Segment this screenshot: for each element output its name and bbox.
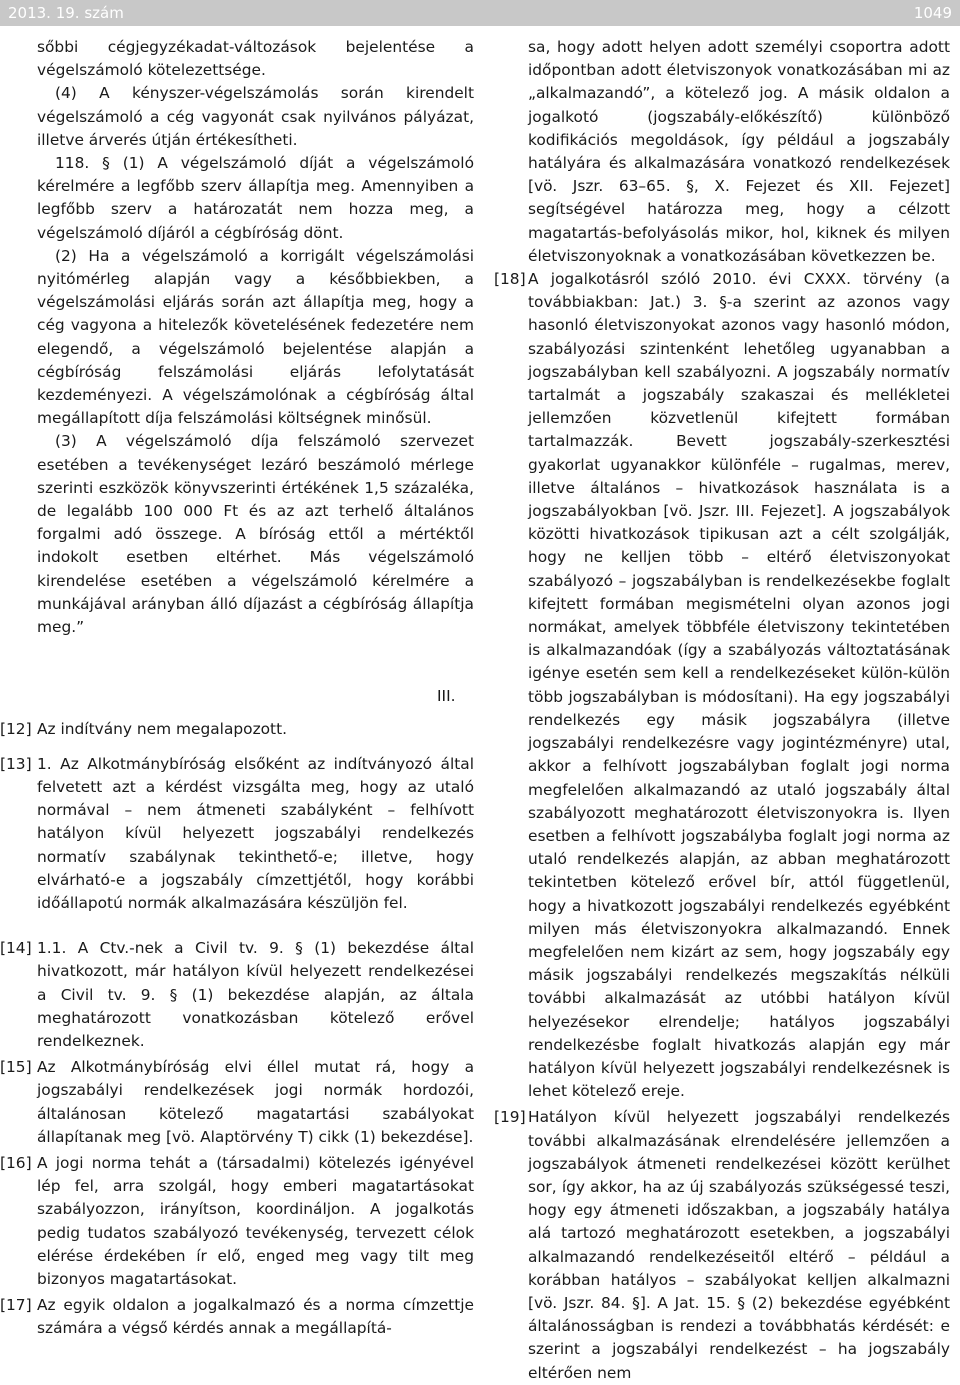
numbered-paragraph bbox=[0, 937, 474, 1053]
paragraph-number: [14] bbox=[0, 939, 32, 958]
numbered-paragraph bbox=[0, 1294, 474, 1340]
numbered-paragraph bbox=[494, 1106, 950, 1384]
text-paragraph: (4) A kényszer-végelszámolás során kirendelt végelszámoló a cég vagyonát csak nyilvános pályázat, illetve árverés útján értékesítheti. bbox=[37, 84, 474, 149]
right-column bbox=[494, 36, 950, 1385]
paragraph-text: Hatályon kívül helyezett jogszabályi rendelkezés további alkalmazásának elrendelésére jellemzően a jogszabályok átmeneti rendelkezései között kerülhet sor, így akkor, ha az új szabályozás szükségessé teszi, hogy egy átmeneti időszakban, a jogszabály hatálya alá tartozó meghatározott esetekben, a jogszabályi alkalmazandó rendelkezéseitől eltérő – például a korábban hatályos – szabályokat kelljen alkalmazni [vö. Jszr. 84. §]. A Jat. 15. § (2) bekezdése egyébként általánosságban is rendezi a továbbhatás kérdését: e szerint a jogszabályi rendelkezést – ha jogszabály eltérően nem bbox=[528, 1108, 950, 1382]
left-column bbox=[0, 36, 474, 1341]
paragraph-number: [12] bbox=[0, 720, 32, 739]
paragraph-number: [13] bbox=[0, 754, 32, 773]
text-paragraph: sa, hogy adott helyen adott személyi csoportra adott időpontban adott életviszonyok vonatkozásában mi az „alkalmazandó”, a kötelező jog. A másik oldalon a jogalkotó (jogszabály-előkészítő) különböző kodifikációs megoldások, így például a jogszabály hatályára és alkalmazására vonatkozó rendelkezések [vö. Jszr. 63–65. §, X. Fejezet és XII. Fejezet] segítségével határozza meg, hogy a célzott magatartás-befolyásolás mikor, hol, kiknek és milyen életviszonyoknak a vonatkozásában következzen be. bbox=[528, 38, 950, 265]
paragraph-number: [16] bbox=[0, 1153, 32, 1172]
numbered-paragraph bbox=[0, 718, 474, 741]
text-paragraph: sőbbi cégjegyzékadat-változások bejelentése a végelszámoló kötelezettsége. bbox=[37, 38, 474, 80]
numbered-paragraph bbox=[0, 753, 474, 915]
page-header bbox=[0, 0, 960, 26]
numbered-paragraph bbox=[0, 1056, 474, 1149]
issue-label: 2013. 19. szám bbox=[8, 4, 124, 22]
text-paragraph: (2) Ha a végelszámoló a korrigált végelszámolási nyitómérleg alapján vagy a későbbiekben, a végelszámolási eljárás során azt állapítja meg, hogy a cég vagyona a hitelezők követelésének fedezetére nem elegendő, a végelszámoló bejelentése alapján a cégbíróság felszámolási eljárás lefolytatását kezdeményezi. A végelszámolónak a cégbíróság által megállapított díja felszámolási költségnek minősül. bbox=[37, 246, 474, 428]
paragraph-text: A jogi norma tehát a (társadalmi) kötelezés igényével lép fel, arra szolgál, hogy emberi magatartásokat szabályozzon, irányítson, koordináljon. A jogalkotás pedig tudatos szabályozó tevékenység, tervezett célok elérése érdekében ír elő, enged meg vagy tilt meg bizonyos magatartásokat. bbox=[37, 1153, 474, 1288]
paragraph-number: [17] bbox=[0, 1296, 32, 1315]
paragraph-number: [19] bbox=[494, 1108, 526, 1127]
numbered-paragraph bbox=[0, 1152, 474, 1291]
text-paragraph: 118. § (1) A végelszámoló díját a végelszámoló kérelmére a legfőbb szerv állapítja meg. Amennyiben a legfőbb szerv a határozatát nem hozza meg, a végelszámoló díjáról a cégbíróság dönt. bbox=[37, 154, 474, 242]
paragraph-text: Az egyik oldalon a jogalkalmazó és a norma címzettje számára a végső kérdés annak a megállapítá- bbox=[37, 1296, 474, 1338]
numbered-paragraph bbox=[494, 268, 950, 1103]
paragraph-text: Az Alkotmánybíróság elvi éllel mutat rá, hogy a jogszabályi rendelkezések jogi normák hordozói, általánosan kötelező magatartási szabályokat állapítanak meg [vö. Alaptörvény T) cikk (1) bekezdése]. bbox=[37, 1058, 474, 1146]
paragraph-number: [18] bbox=[494, 270, 526, 289]
paragraph-text: 1. Az Alkotmánybíróság elsőként az indítványozó által felvetett azt a kérdést vizsgálta meg, hogy az utaló normával – nem átmeneti szabályként – felhívott hatályon kívül helyezett jogszabályi rendelkezés normatív szabálynak tekinthető-e; illetve, hogy elvárható-e a jogszabály címzettjétől, hogy korábbi időállapotú normák alkalmazására készüljön fel. bbox=[37, 754, 474, 912]
paragraph-text: 1.1. A Ctv.-nek a Civil tv. 9. § (1) bekezdése által hivatkozott, már hatályon kívül helyezett rendelkezései a Civil tv. 9. § (1) bekezdése alapján, az általa meghatározott vonatkozásban kötelező erővel rendelkeznek. bbox=[37, 939, 474, 1050]
paragraph-text: Az indítvány nem megalapozott. bbox=[37, 720, 288, 739]
section-heading: III. bbox=[437, 687, 456, 706]
paragraph-text: A jogalkotásról szóló 2010. évi CXXX. törvény (a továbbiakban: Jat.) 3. §-a szerint az azonos vagy hasonló életviszonyokat azonos vagy hasonló módon, szabályozási szintenként lehetőleg ugyanabban a jogszabályban kell szabályozni. A jogszabály normatív tartalmát a jogszabály szakaszai és mellékletei jellemzően közvetlenül kifejtett formában tartalmazzák. Bevett jogszabály-szerkesztési gyakorlat ugyanakkor különféle – rugalmas, merev, illetve általános – hivatkozások használata is a jogszabályokban [vö. Jszr. III. Fejezet]. A jogszabályok közötti hivatkozások tipikusan azt a célt szolgálják, hogy ne kelljen több – eltérő életviszonyokat szabályozó – jogszabályban is rendelkezésekbe foglalt kifejtett formában megismételni olyan azonos jogi normákat, amelyek többféle életviszony tekintetében is alkalmazandóak (így a szabályozás változtatásának igénye esetén sem kell a rendelkezéseket külön-külön több jogszabályban is módosítani). Ha egy jogszabályi rendelkezés egy másik jogszabályra (illetve jogszabályi rendelkezésre vagy jogintézményre) utal, akkor a felhívott jogszabályban foglalt jogi norma megfelelően alkalmazandó az utaló jogszabály által szabályozott meghatározott életviszonyokra is. Ilyen esetben a felhívott jogszabályba foglalt jogi norma az utaló rendelkezés alapján, az abban meghatározott tekintetben kötelező erővel bír, attól függetlenül, hogy a hivatkozott jogszabályi rendelkezés egyébként milyen más életviszonyokra alkalmazandó. Ennek megfelelően nem kizárt az sem, hogy jogszabály egy másik jogszabályi rendelkezés megszakítás nélküli további alkalmazását az utóbbi hatályon kívül helyezésekor elrendelje; hatályos jogszabályi rendelkezésbe foglalt hivatkozás alapján egy már hatályon kívül helyezett jogszabályi rendelkezésnek is lehet kötelező ereje. bbox=[528, 270, 950, 1101]
paragraph-number: [15] bbox=[0, 1058, 32, 1077]
text-paragraph: (3) A végelszámoló díja felszámoló szervezet esetében a tevékenységet lezáró beszámoló mérlege szerinti eszközök könyvszerinti értékének 1,5 százaléka, de legalább 100 000 Ft és az azt terhelő általános forgalmi adó összege. A bíróság ettől a mértéktől indokolt esetben eltérhet. Más végelszámoló kirendelése esetében a végelszámoló kérelmére a munkájával arányban álló díjazást a cégbíróság állapítja meg.” bbox=[37, 432, 474, 637]
page-number: 1049 bbox=[913, 4, 952, 22]
